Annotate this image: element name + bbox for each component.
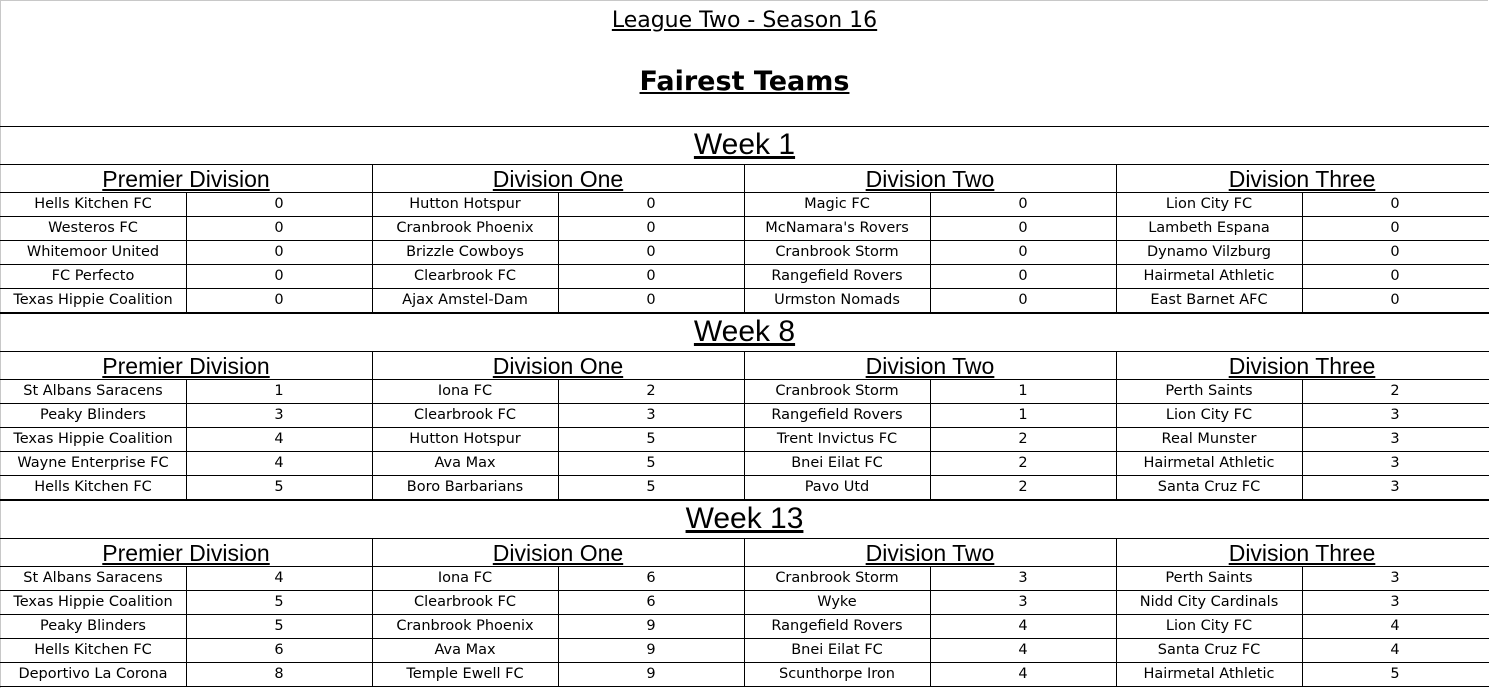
team-value-cell: 4 <box>1018 618 1028 634</box>
team-name-cell: Perth Saints <box>1165 383 1253 399</box>
team-name-cell: Perth Saints <box>1165 570 1253 586</box>
team-value-cell: 0 <box>1018 220 1028 236</box>
division-divider <box>1116 164 1117 192</box>
team-value-cell: 0 <box>274 220 284 236</box>
team-value-cell: 0 <box>646 292 656 308</box>
team-name-cell: Real Munster <box>1161 431 1257 447</box>
team-name-cell: Lion City FC <box>1165 618 1253 634</box>
team-value-cell: 0 <box>1390 268 1400 284</box>
team-name-cell: Rangefield Rovers <box>771 618 903 634</box>
team-name-cell: Bnei Eilat FC <box>791 455 883 471</box>
team-value-cell: 0 <box>646 196 656 212</box>
team-value-cell: 0 <box>274 268 284 284</box>
team-value-cell: 0 <box>274 196 284 212</box>
team-value-cell: 9 <box>646 642 656 658</box>
team-value-cell: 1 <box>1018 383 1028 399</box>
team-value-cell: 0 <box>1390 220 1400 236</box>
team-value-cell: 2 <box>646 383 656 399</box>
cell-divider <box>1302 566 1303 686</box>
team-value-cell: 6 <box>646 594 656 610</box>
team-value-cell: 0 <box>646 268 656 284</box>
team-value-cell: 9 <box>646 618 656 634</box>
team-name-cell: Lion City FC <box>1165 196 1253 212</box>
team-value-cell: 4 <box>274 431 284 447</box>
team-name-cell: Texas Hippie Coalition <box>13 292 173 308</box>
team-value-cell: 0 <box>1390 196 1400 212</box>
cell-divider <box>1302 379 1303 499</box>
division-header: Division One <box>492 353 624 379</box>
division-header: Division Two <box>865 540 995 566</box>
team-name-cell: Temple Ewell FC <box>406 666 524 682</box>
division-divider <box>372 164 373 192</box>
team-value-cell: 6 <box>274 642 284 658</box>
cell-divider <box>1302 192 1303 312</box>
team-name-cell: East Barnet AFC <box>1150 292 1268 308</box>
team-name-cell: Rangefield Rovers <box>771 407 903 423</box>
cell-divider <box>1116 566 1117 686</box>
team-value-cell: 3 <box>274 407 284 423</box>
team-name-cell: Urmston Nomads <box>774 292 900 308</box>
team-value-cell: 3 <box>1390 431 1400 447</box>
team-name-cell: Hairmetal Athletic <box>1143 666 1275 682</box>
team-name-cell: Trent Invictus FC <box>776 431 898 447</box>
team-value-cell: 4 <box>274 570 284 586</box>
team-name-cell: Westeros FC <box>48 220 138 236</box>
team-name-cell: Cranbrook Storm <box>775 570 899 586</box>
team-name-cell: Scunthorpe Iron <box>779 666 895 682</box>
team-name-cell: Wayne Enterprise FC <box>17 455 169 471</box>
team-name-cell: Clearbrook FC <box>414 268 516 284</box>
division-divider <box>744 351 745 379</box>
team-value-cell: 4 <box>1390 642 1400 658</box>
team-value-cell: 6 <box>646 570 656 586</box>
team-name-cell: Ajax Amstel-Dam <box>402 292 528 308</box>
team-name-cell: Boro Barbarians <box>406 479 524 495</box>
team-value-cell: 2 <box>1018 431 1028 447</box>
page-title: Fairest Teams <box>639 66 850 97</box>
team-value-cell: 5 <box>274 479 284 495</box>
team-value-cell: 3 <box>1018 594 1028 610</box>
team-name-cell: Texas Hippie Coalition <box>13 431 173 447</box>
team-name-cell: Clearbrook FC <box>414 407 516 423</box>
team-value-cell: 0 <box>1018 292 1028 308</box>
week-label: Week 13 <box>685 502 804 535</box>
team-value-cell: 3 <box>646 407 656 423</box>
division-header: Premier Division <box>102 353 270 379</box>
cell-divider <box>930 192 931 312</box>
cell-divider <box>372 379 373 499</box>
team-value-cell: 0 <box>1390 244 1400 260</box>
team-name-cell: Hells Kitchen FC <box>34 196 152 212</box>
division-header: Division Three <box>1228 166 1376 192</box>
team-name-cell: Iona FC <box>437 383 493 399</box>
team-value-cell: 0 <box>274 244 284 260</box>
team-name-cell: Hairmetal Athletic <box>1143 455 1275 471</box>
cell-divider <box>744 379 745 499</box>
team-name-cell: Cranbrook Phoenix <box>396 220 534 236</box>
week-label: Week 8 <box>693 315 796 348</box>
team-value-cell: 5 <box>274 618 284 634</box>
cell-divider <box>744 566 745 686</box>
team-name-cell: Hells Kitchen FC <box>34 642 152 658</box>
team-value-cell: 1 <box>274 383 284 399</box>
team-name-cell: FC Perfecto <box>51 268 135 284</box>
team-name-cell: Magic FC <box>804 196 870 212</box>
division-divider <box>744 164 745 192</box>
division-header: Division Two <box>865 353 995 379</box>
team-name-cell: St Albans Saracens <box>23 383 163 399</box>
team-name-cell: Texas Hippie Coalition <box>13 594 173 610</box>
team-name-cell: Cranbrook Phoenix <box>396 618 534 634</box>
team-value-cell: 4 <box>274 455 284 471</box>
team-name-cell: Dynamo Vilzburg <box>1146 244 1271 260</box>
team-value-cell: 5 <box>274 594 284 610</box>
division-header: Division Two <box>865 166 995 192</box>
team-value-cell: 5 <box>1390 666 1400 682</box>
team-name-cell: St Albans Saracens <box>23 570 163 586</box>
division-header: Division One <box>492 166 624 192</box>
team-name-cell: Hutton Hotspur <box>409 196 521 212</box>
team-name-cell: Santa Cruz FC <box>1157 479 1261 495</box>
cell-divider <box>558 379 559 499</box>
team-value-cell: 3 <box>1390 594 1400 610</box>
team-name-cell: Brizzle Cowboys <box>406 244 524 260</box>
team-value-cell: 4 <box>1390 618 1400 634</box>
team-value-cell: 5 <box>646 455 656 471</box>
team-name-cell: Peaky Blinders <box>40 407 146 423</box>
team-value-cell: 2 <box>1018 455 1028 471</box>
cell-divider <box>558 566 559 686</box>
division-header: Premier Division <box>102 540 270 566</box>
team-name-cell: Peaky Blinders <box>40 618 146 634</box>
team-value-cell: 1 <box>1018 407 1028 423</box>
week-label: Week 1 <box>693 128 796 161</box>
team-name-cell: Ava Max <box>434 455 496 471</box>
team-name-cell: Nidd City Cardinals <box>1139 594 1279 610</box>
division-header: Division One <box>492 540 624 566</box>
team-value-cell: 5 <box>646 479 656 495</box>
team-value-cell: 9 <box>646 666 656 682</box>
team-name-cell: McNamara's Rovers <box>765 220 909 236</box>
team-value-cell: 3 <box>1390 479 1400 495</box>
team-name-cell: Deportivo La Corona <box>18 666 168 682</box>
league-title: League Two - Season 16 <box>611 8 878 33</box>
cell-divider <box>1116 192 1117 312</box>
team-name-cell: Pavo Utd <box>804 479 870 495</box>
cell-divider <box>372 566 373 686</box>
team-value-cell: 0 <box>1018 268 1028 284</box>
cell-divider <box>186 566 187 686</box>
division-divider <box>1116 351 1117 379</box>
team-value-cell: 5 <box>646 431 656 447</box>
division-divider <box>744 538 745 566</box>
cell-divider <box>930 566 931 686</box>
team-value-cell: 4 <box>1018 642 1028 658</box>
team-name-cell: Hutton Hotspur <box>409 431 521 447</box>
team-name-cell: Cranbrook Storm <box>775 383 899 399</box>
team-name-cell: Rangefield Rovers <box>771 268 903 284</box>
row-border <box>0 686 1489 687</box>
team-name-cell: Iona FC <box>437 570 493 586</box>
team-value-cell: 0 <box>1390 292 1400 308</box>
team-value-cell: 4 <box>1018 666 1028 682</box>
team-value-cell: 0 <box>646 244 656 260</box>
team-name-cell: Hells Kitchen FC <box>34 479 152 495</box>
team-name-cell: Lion City FC <box>1165 407 1253 423</box>
cell-divider <box>744 192 745 312</box>
cell-divider <box>1116 379 1117 499</box>
team-value-cell: 0 <box>1018 196 1028 212</box>
division-divider <box>372 538 373 566</box>
team-name-cell: Ava Max <box>434 642 496 658</box>
division-header: Division Three <box>1228 353 1376 379</box>
team-name-cell: Hairmetal Athletic <box>1143 268 1275 284</box>
team-value-cell: 2 <box>1390 383 1400 399</box>
cell-divider <box>930 379 931 499</box>
team-value-cell: 0 <box>274 292 284 308</box>
team-name-cell: Clearbrook FC <box>414 594 516 610</box>
team-name-cell: Bnei Eilat FC <box>791 642 883 658</box>
team-value-cell: 3 <box>1390 455 1400 471</box>
team-name-cell: Lambeth Espana <box>1148 220 1270 236</box>
team-value-cell: 0 <box>1018 244 1028 260</box>
team-value-cell: 0 <box>646 220 656 236</box>
team-value-cell: 2 <box>1018 479 1028 495</box>
division-header: Premier Division <box>102 166 270 192</box>
division-divider <box>372 351 373 379</box>
team-value-cell: 3 <box>1390 570 1400 586</box>
team-name-cell: Wyke <box>817 594 857 610</box>
team-value-cell: 3 <box>1018 570 1028 586</box>
team-name-cell: Santa Cruz FC <box>1157 642 1261 658</box>
team-value-cell: 8 <box>274 666 284 682</box>
team-value-cell: 3 <box>1390 407 1400 423</box>
division-divider <box>1116 538 1117 566</box>
cell-divider <box>558 192 559 312</box>
cell-divider <box>372 192 373 312</box>
team-name-cell: Whitemoor United <box>26 244 160 260</box>
cell-divider <box>186 379 187 499</box>
cell-divider <box>186 192 187 312</box>
division-header: Division Three <box>1228 540 1376 566</box>
team-name-cell: Cranbrook Storm <box>775 244 899 260</box>
